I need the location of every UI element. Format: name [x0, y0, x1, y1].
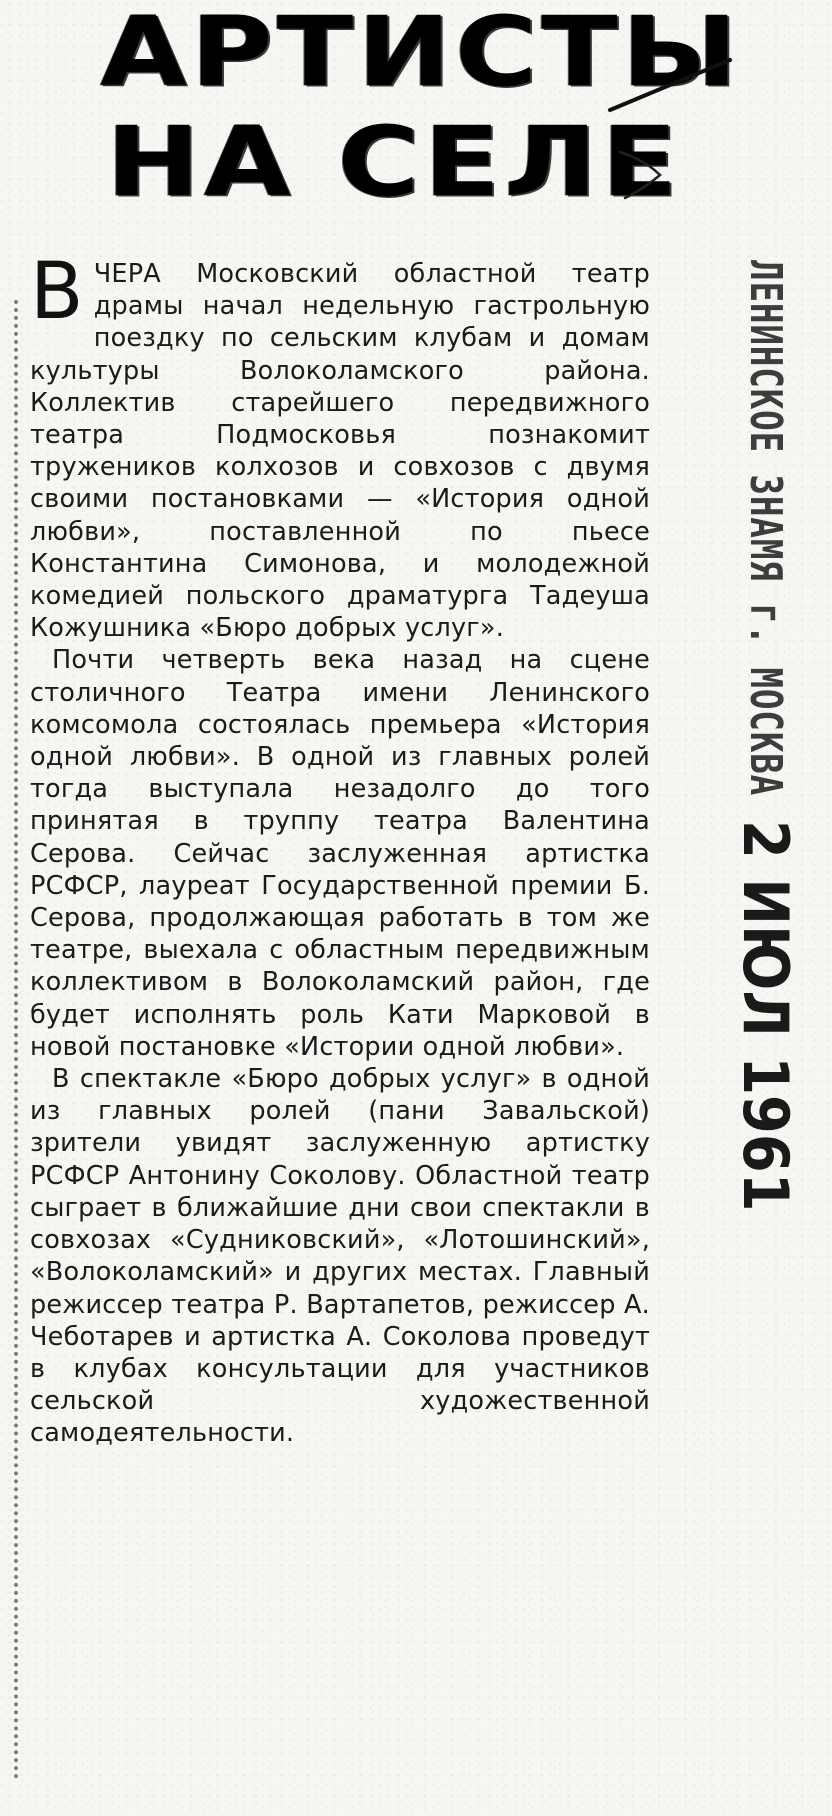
pen-mark-icon [590, 40, 770, 220]
article-paragraph-1-text: ЧЕРА Московский областной театр драмы начал недельную гастрольную поездку по сельским клубам и домам культуры Волоколамского района. Коллектив старейшего передвижного театра Подмосковья познакомит тружеников колхозов и совхозов с двумя своими постановками — «История одной любви», поставленной по пьесе Константина Симонова, и молодежной комедией польского драматурга Тадеуша Кожушника «Бюро добрых услуг». [30, 259, 650, 644]
torn-edge [14, 300, 24, 1780]
headline-line-2: НА СЕЛЕ [106, 106, 682, 219]
drop-cap: В [30, 247, 84, 337]
article-paragraph-1 [30, 247, 650, 644]
library-stamp [690, 260, 800, 1260]
stamp-date-text: 2 ИЮЛ 1961 [729, 820, 802, 1212]
article-body [30, 247, 650, 1450]
headline-line-1: АРТИСТЫ [100, 0, 742, 109]
stamp-source-text: ЛЕНИНСКОЕ ЗНАМЯ г. МОСКВА [740, 260, 791, 797]
headline [100, 0, 742, 226]
article-paragraph-2: Почти четверть века назад на сцене столичного Театра имени Ленинского комсомола состоялась премьера «История одной любви». В одной из главных ролей тогда выступала незадолго до того принятая в труппу театра Валентина Серова. Сейчас заслуженная артистка РСФСР, лауреат Государственной премии Б. Серова, продолжающая работать в том же театре, выехала с областным передвижным коллективом в Волоколамский район, где будет исполнять роль Кати Марковой в новой постановке «Истории одной любви». [30, 645, 650, 1062]
stamp-source [740, 260, 832, 797]
article-paragraph-3: В спектакле «Бюро добрых услуг» в одной из главных ролей (пани Завальской) зрители увидят заслуженную артистку РСФСР Антонину Соколову. Областной театр сыграет в ближайшие дни свои спектакли в совхозах «Судниковский», «Лотошинский», «Волоколамский» и других местах. Главный режиссер театра Р. Вартапетов, режиссер А. Чеботарев и артистка А. Соколова проведут в клубах консультации для участников сельской художественной самодеятельности. [30, 1064, 650, 1449]
stamp-date [729, 820, 832, 1260]
